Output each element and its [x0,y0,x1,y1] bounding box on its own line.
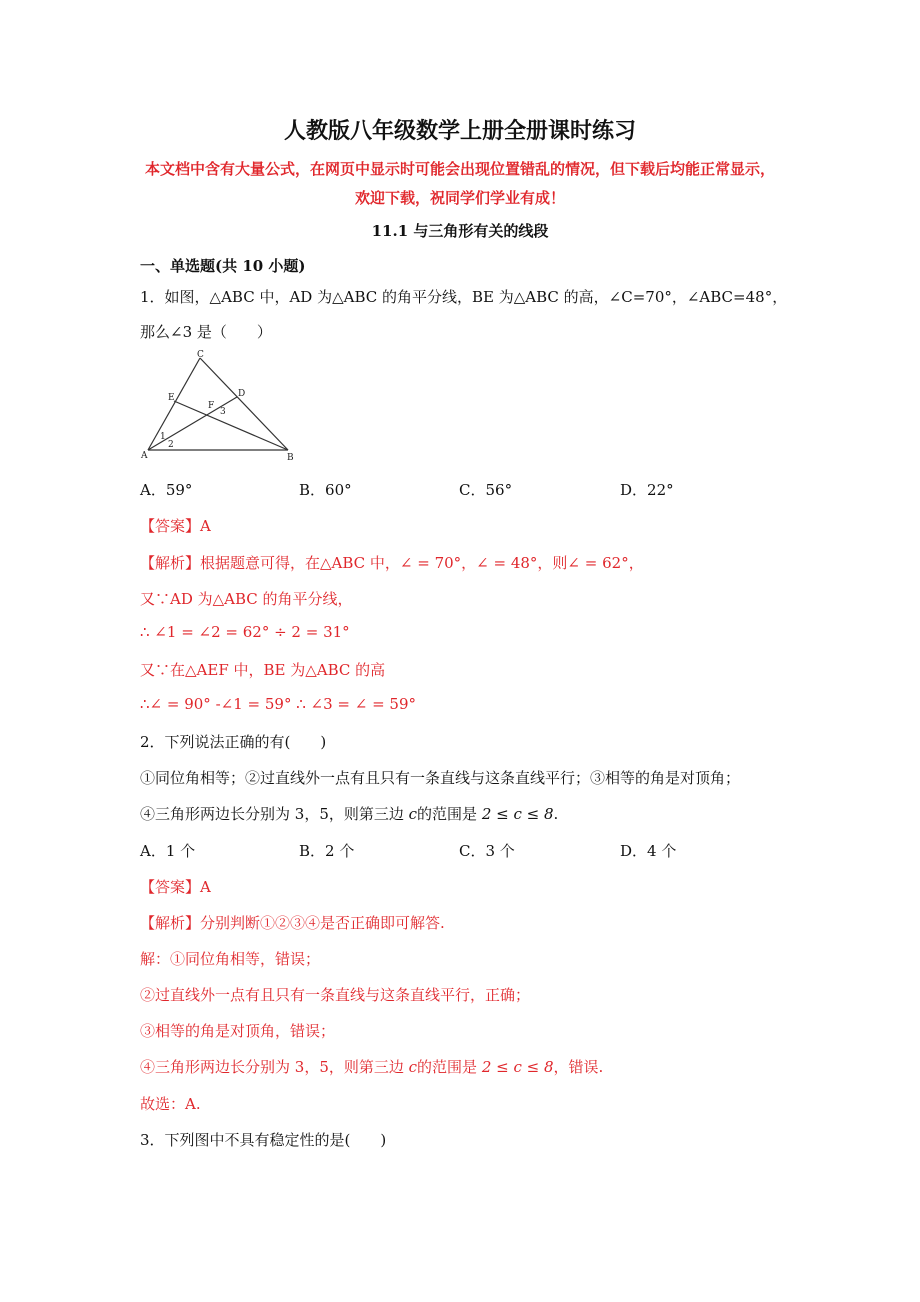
q2-range: 2 ≤ c ≤ 8 [481,805,554,823]
q2-stem-line-3 [140,803,558,824]
q2-stem-line-2: ①同位角相等；②过直线外一点有且只有一条直线与这条直线平行；③相等的角是对顶角； [140,769,741,787]
label-2: 2 [168,440,174,450]
q2-analysis-5-end: ，错误. [553,1058,604,1076]
q2-analysis-5 [140,1056,603,1077]
q2-stem-line-3-end: . [553,805,559,823]
q1-answer: 【答案】A [140,517,211,535]
q2-analysis-2: 解：①同位角相等，错误； [140,950,321,968]
label-b: B [287,453,294,463]
bisector-ad [148,397,237,450]
q2-stem-line-3-mid: 的范围是 [417,805,478,823]
q2-analysis-5-mid: 的范围是 [417,1058,478,1076]
notice-line-2: 欢迎下载，祝同学们学业有成！ [354,189,565,207]
document-title: 人教版八年级数学上册全册课时练习 [283,118,636,144]
q2-answer: 【答案】A [140,878,211,896]
label-3: 3 [220,407,226,417]
q1-option-d: D．22° [620,481,674,499]
q3-stem: 3．下列图中不具有稳定性的是( ) [140,1131,387,1149]
notice-line-1: 本文档中含有大量公式，在网页中显示时可能会出现位置错乱的情况，但下载后均能正常显示， [144,160,775,178]
q2-analysis-1: 【解析】分别判断①②③④是否正确即可解答. [140,914,445,932]
q2-option-a: A．1 个 [140,842,196,860]
section-title: 11.1 与三角形有关的线段 [371,222,549,240]
part-heading: 一、单选题(共 10 小题) [140,257,306,275]
altitude-be [174,401,288,450]
q2-variable-c: c [408,805,418,823]
label-f: F [208,401,215,411]
q2-analysis-range: 2 ≤ c ≤ 8 [481,1058,554,1076]
q2-option-d: D．4 个 [620,842,677,860]
label-1: 1 [160,432,166,442]
label-c: C [197,350,204,360]
label-a: A [141,451,148,461]
label-d: D [238,389,246,399]
q1-analysis-4: 又∵在△AEF 中，BE 为△ABC 的高 [140,661,386,679]
q2-stem-line-1: 2．下列说法正确的有( ) [140,733,327,751]
q2-stem-line-3-prefix: ④三角形两边长分别为 3，5，则第三边 [140,805,404,823]
q1-stem-line-2: 那么∠3 是（ ） [140,323,272,341]
q1-option-c: C．56° [459,481,513,499]
q1-option-a: A．59° [140,481,193,499]
q1-analysis-3: ∴ ∠1 = ∠2 = 62° ÷ 2 = 31° [140,623,350,641]
q2-analysis-variable-c: c [408,1058,418,1076]
q1-triangle-figure [138,348,300,466]
q2-option-b: B．2 个 [299,842,355,860]
q2-analysis-4: ③相等的角是对顶角，错误； [140,1022,336,1040]
q1-option-b: B．60° [299,481,352,499]
q2-analysis-5-prefix: ④三角形两边长分别为 3，5，则第三边 [140,1058,404,1076]
q1-analysis-1: 【解析】根据题意可得，在△ABC 中，∠ = 70°，∠ = 48°，则∠ = 62°， [140,554,644,572]
q1-analysis-5: ∴∠ = 90° -∠1 = 59° ∴ ∠3 = ∠ = 59° [140,695,416,713]
q2-analysis-3: ②过直线外一点有且只有一条直线与这条直线平行，正确； [140,986,531,1004]
q2-conclusion: 故选：A. [140,1095,201,1113]
label-e: E [168,393,175,403]
q2-option-c: C．3 个 [459,842,515,860]
side-ac [148,358,200,450]
q1-stem-line-1: 1．如图，△ABC 中，AD 为△ABC 的角平分线，BE 为△ABC 的高，∠C=70°，∠ABC=48°， [140,288,788,306]
q1-analysis-2: 又∵AD 为△ABC 的角平分线， [140,590,353,608]
